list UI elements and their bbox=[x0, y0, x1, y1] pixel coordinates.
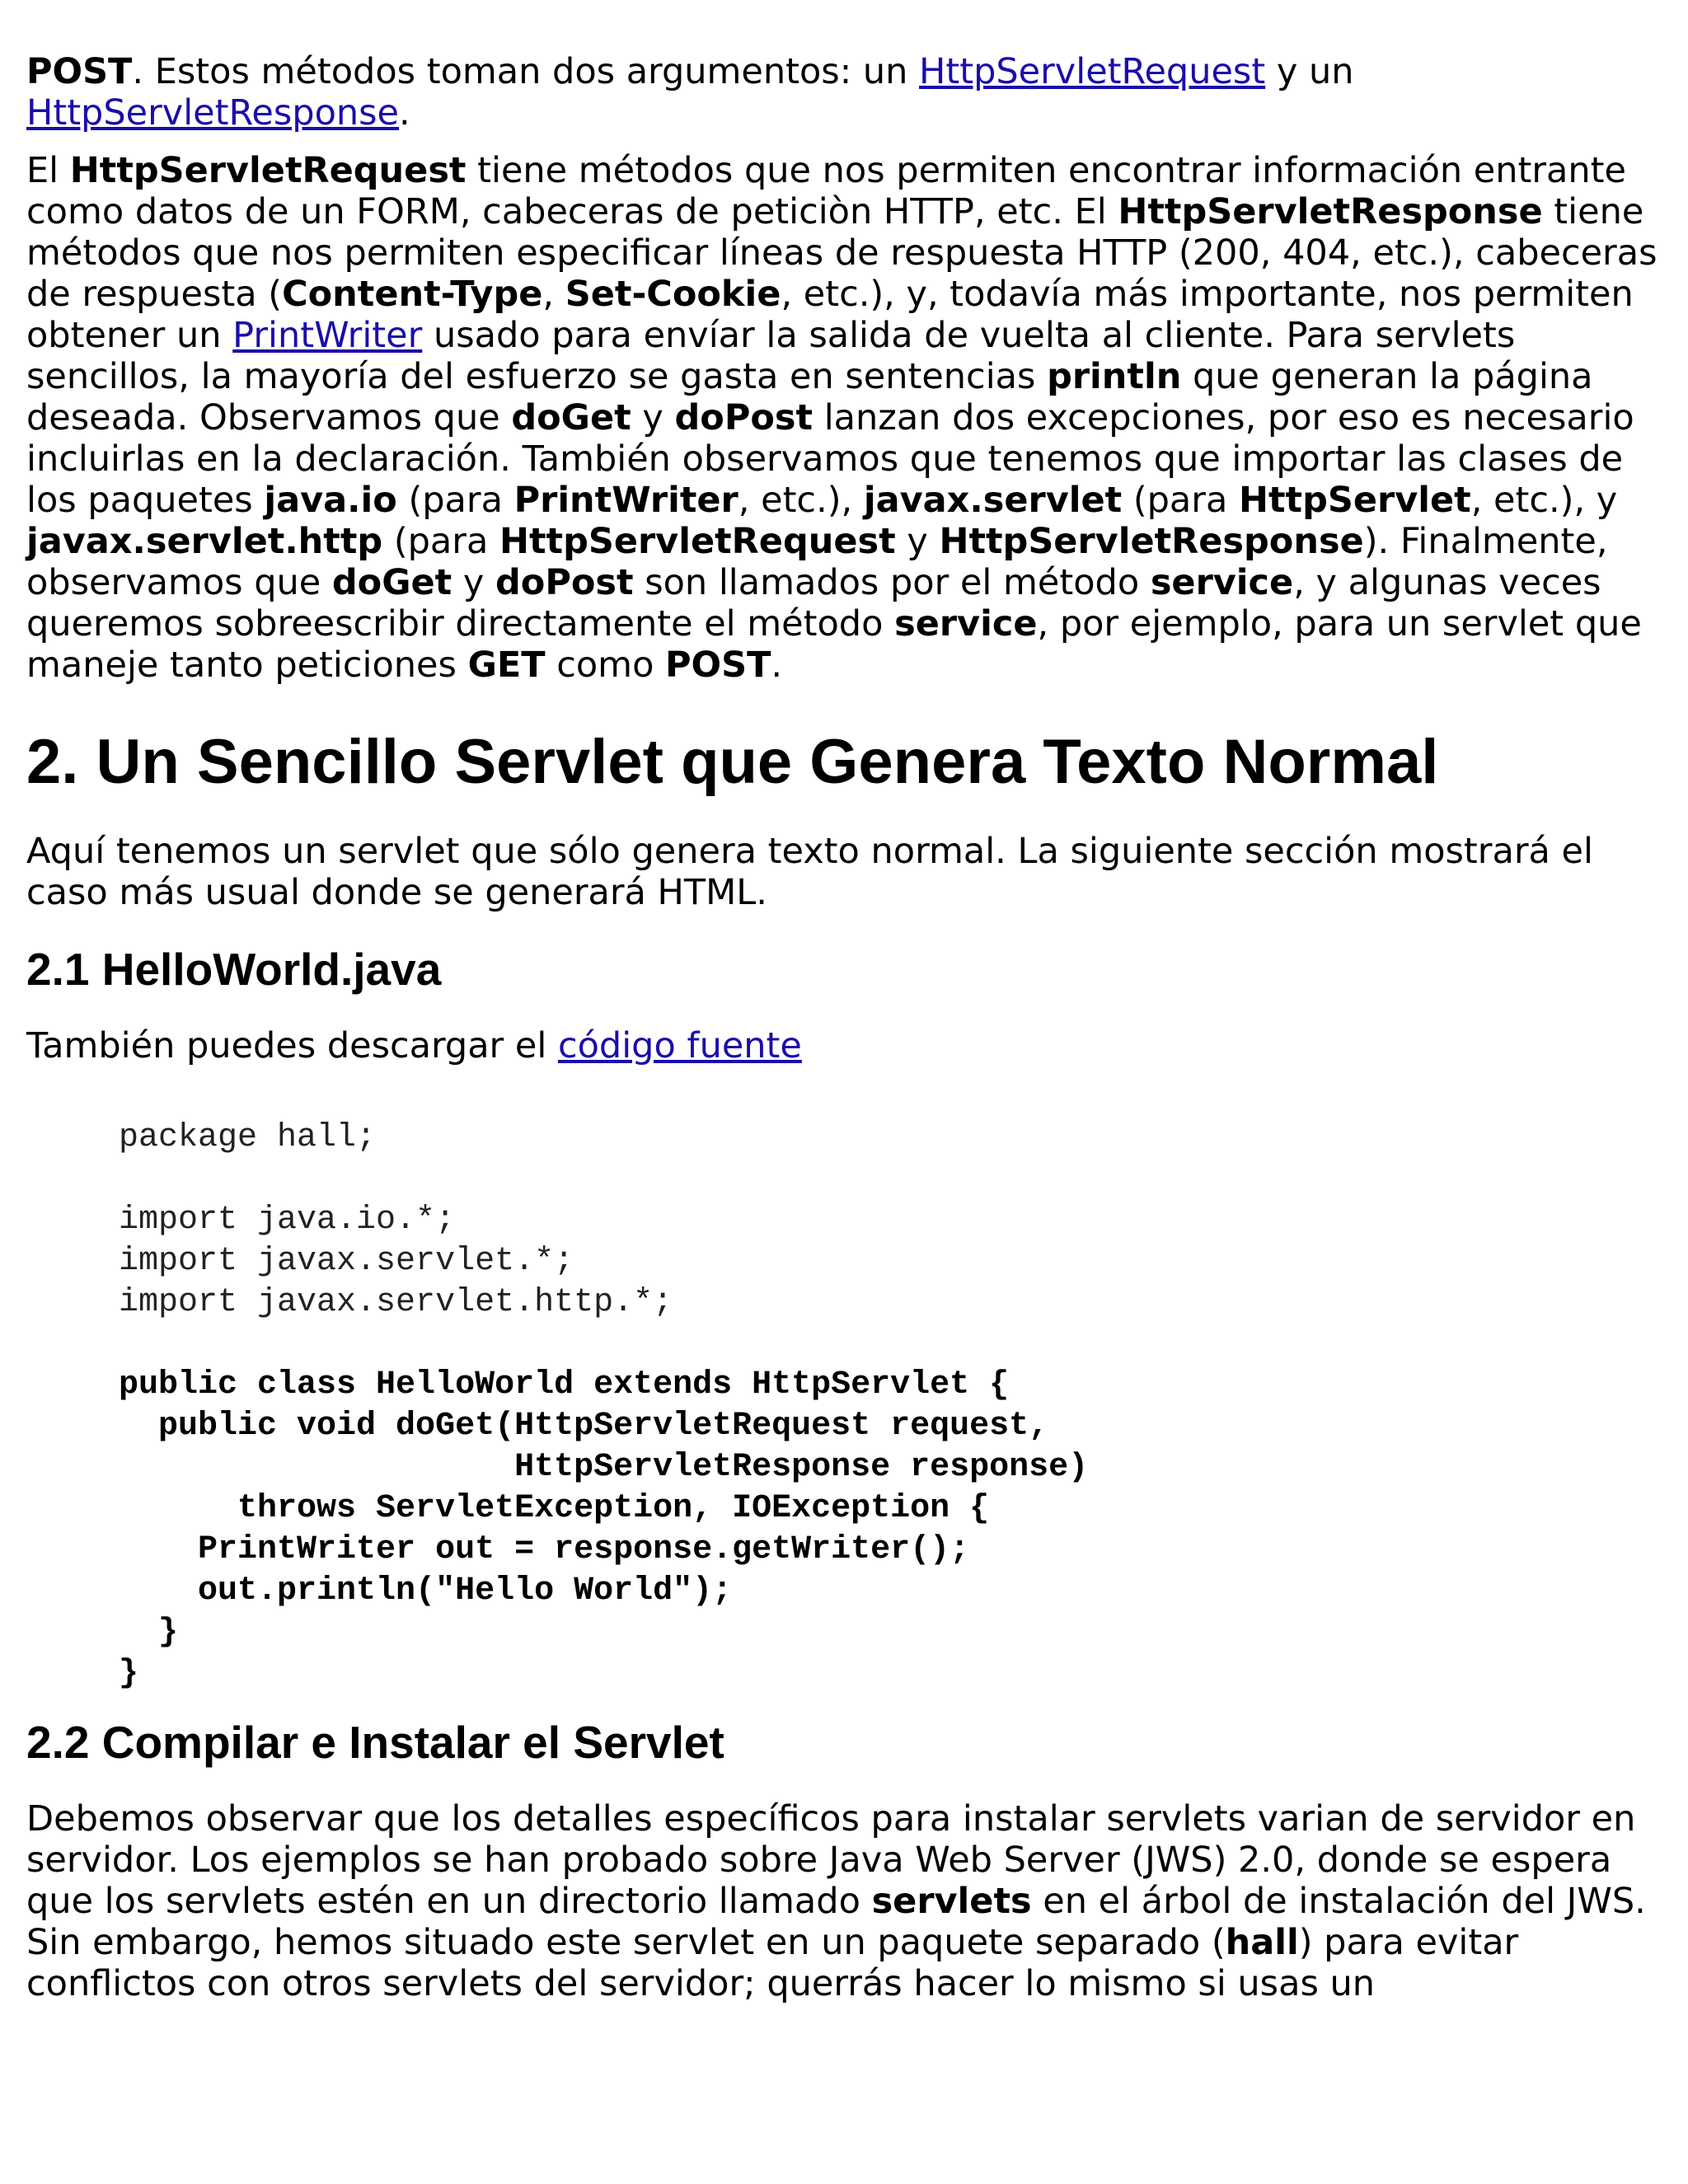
text: , etc.), y, todavía más importante, nos permiten obtener un bbox=[26, 274, 1634, 356]
bold-term: POST bbox=[665, 644, 771, 686]
bold-term: HttpServletRequest bbox=[499, 521, 896, 562]
text: , etc.), bbox=[738, 480, 864, 521]
bold-term: println bbox=[1047, 356, 1182, 397]
text: son llamados por el método bbox=[633, 562, 1151, 603]
bold-term: Content-Type bbox=[282, 274, 543, 315]
text: . Estos métodos toman dos argumentos: un bbox=[132, 51, 920, 92]
bold-term: PrintWriter bbox=[513, 480, 738, 521]
section-2-1-heading: 2.1 HelloWorld.java bbox=[26, 944, 442, 995]
text: También puedes descargar el bbox=[26, 1025, 558, 1066]
bold-post: POST bbox=[26, 51, 133, 92]
code-imports: package hall; import java.io.*; import javax.servlet.*; import javax.servlet.http.*; bbox=[119, 1119, 673, 1321]
text: El bbox=[26, 150, 70, 191]
section-2-heading: 2. Un Sencillo Servlet que Genera Texto Normal bbox=[26, 727, 1439, 797]
bold-term: javax.servlet.http bbox=[26, 521, 383, 562]
text: tiene métodos que nos permiten encontrar información entrante como datos de un FORM, cabeceras de peticiòn HTTP, etc. El bbox=[26, 150, 1626, 232]
text: , por ejemplo, para un servlet que maneje tanto peticiones bbox=[26, 603, 1642, 686]
text: como bbox=[545, 644, 666, 686]
text: Debemos observar que los detalles específicos para instalar servlets varian de servidor en servidor. Los ejemplos se han probado sobre Java Web Server (JWS) 2.0, donde se espera que los servlets estén en un directorio llamado bbox=[26, 1798, 1636, 1922]
bold-term: servlets bbox=[871, 1881, 1032, 1922]
text: . bbox=[771, 644, 783, 686]
bold-term: HttpServlet bbox=[1238, 480, 1471, 521]
bold-term: service bbox=[1150, 562, 1294, 603]
text: lanzan dos excepciones, por eso es necesario incluirlas en la declaración. También observamos que tenemos que importar las clases de los paquetes bbox=[26, 397, 1634, 521]
link-httpservletrequest[interactable]: HttpServletRequest bbox=[919, 51, 1266, 92]
section-2-2-paragraph bbox=[26, 1798, 1667, 2004]
bold-term: Set-Cookie bbox=[565, 274, 781, 315]
text: y bbox=[631, 397, 675, 438]
text: . bbox=[399, 92, 410, 134]
text: (para bbox=[1122, 480, 1239, 521]
download-paragraph bbox=[26, 1025, 1667, 1066]
code-class: public class HelloWorld extends HttpServlet { public void doGet(HttpServletRequest request, HttpServletResponse response) throws ServletException, IOException { PrintWriter out = response.getWriter(); out.println("Hello World"); } } bbox=[119, 1366, 1089, 1692]
text: ). Finalmente, observamos que bbox=[26, 521, 1608, 603]
text: y bbox=[895, 521, 940, 562]
text: y bbox=[452, 562, 496, 603]
bold-term: HttpServletRequest bbox=[69, 150, 467, 191]
intro-paragraph bbox=[26, 51, 1667, 134]
bold-term: HttpServletResponse bbox=[1118, 191, 1543, 232]
bold-term: doPost bbox=[495, 562, 634, 603]
bold-term: HttpServletResponse bbox=[939, 521, 1364, 562]
document-page bbox=[26, 51, 1667, 2004]
text: tiene métodos que nos permiten especificar líneas de respuesta HTTP (200, 404, etc.), cabeceras de respuesta ( bbox=[26, 191, 1658, 315]
text: (para bbox=[382, 521, 499, 562]
section-2-2-heading: 2.2 Compilar e Instalar el Servlet bbox=[26, 1717, 724, 1768]
code-block bbox=[26, 1118, 1667, 1694]
link-printwriter[interactable]: PrintWriter bbox=[232, 315, 423, 356]
bold-term: java.io bbox=[264, 480, 397, 521]
text: , bbox=[542, 274, 565, 315]
bold-term: doGet bbox=[331, 562, 452, 603]
text: en el árbol de instalación del JWS. Sin embargo, hemos situado este servlet en un paquete separado ( bbox=[26, 1881, 1646, 1963]
text: ) para evitar conflictos con otros servlets del servidor; querrás hacer lo mismo si usas un bbox=[26, 1922, 1519, 2004]
text: , etc.), y bbox=[1470, 480, 1618, 521]
text: , y algunas veces queremos sobreescribir directamente el método bbox=[26, 562, 1601, 644]
bold-term: doPost bbox=[674, 397, 814, 438]
bold-term: hall bbox=[1225, 1922, 1299, 1963]
text: que generan la página deseada. Observamos que bbox=[26, 356, 1593, 438]
section-2-intro: Aquí tenemos un servlet que sólo genera texto normal. La siguiente sección mostrará el caso más usual donde se generará HTML. bbox=[26, 831, 1593, 913]
bold-term: doGet bbox=[511, 397, 631, 438]
bold-term: javax.servlet bbox=[863, 480, 1123, 521]
methods-paragraph bbox=[26, 150, 1667, 686]
text: usado para envíar la salida de vuelta al cliente. Para servlets sencillos, la mayoría del esfuerzo se gasta en sentencias bbox=[26, 315, 1516, 397]
link-httpservletresponse[interactable]: HttpServletResponse bbox=[26, 92, 400, 134]
text: (para bbox=[396, 480, 514, 521]
text: y un bbox=[1265, 51, 1354, 92]
bold-term: service bbox=[894, 603, 1038, 644]
link-source-code[interactable]: código fuente bbox=[557, 1025, 802, 1066]
bold-term: GET bbox=[467, 644, 546, 686]
